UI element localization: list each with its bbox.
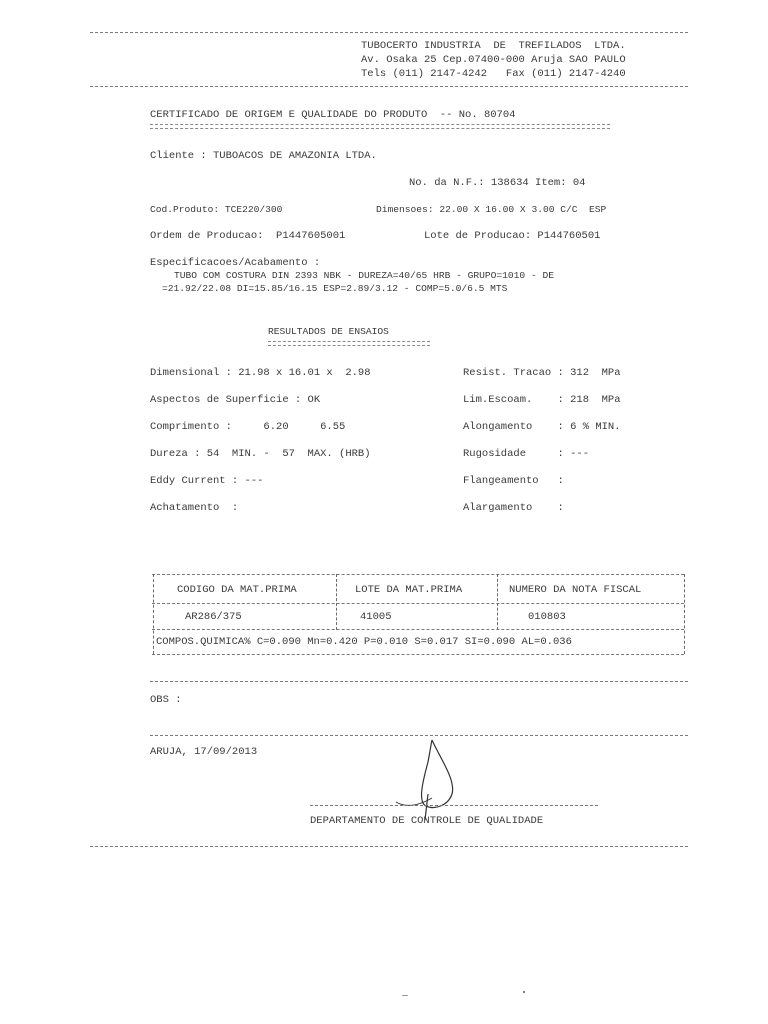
table-header-divider bbox=[152, 603, 684, 604]
result-elongation: Alongamento : 6 % MIN. bbox=[463, 421, 621, 433]
product-dimensions: Dimensoes: 22.00 X 16.00 X 3.00 C/C ESP bbox=[376, 204, 607, 215]
chemical-composition: COMPOS.QUIMICA% C=0.090 Mn=0.420 P=0.010 S=0.017 SI=0.090 AL=0.036 bbox=[156, 636, 572, 648]
result-expanding: Alargamento : bbox=[463, 502, 564, 514]
header-divider bbox=[90, 86, 688, 87]
table-cell-material-lot: 41005 bbox=[360, 611, 392, 623]
specs-label: Especificacoes/Acabamento : bbox=[150, 257, 321, 269]
production-order: Ordem de Producao: P1447605001 bbox=[150, 230, 346, 242]
table-bottom-border bbox=[152, 654, 684, 655]
signature bbox=[388, 736, 468, 822]
certificate-title: CERTIFICADO DE ORIGEM E QUALIDADE DO PRODUTO -- No. 80704 bbox=[150, 109, 516, 121]
result-roughness: Rugosidade : --- bbox=[463, 448, 590, 460]
result-length: Comprimento : 6.20 6.55 bbox=[150, 421, 346, 433]
table-col-sep-2 bbox=[497, 574, 498, 630]
company-phones: Tels (011) 2147-4242 Fax (011) 2147-4240 bbox=[361, 68, 626, 80]
company-address: Av. Osaka 25 Cep.07400-000 Aruja SAO PAULO bbox=[361, 54, 626, 66]
table-header-material-code: CODIGO DA MAT.PRIMA bbox=[177, 584, 297, 596]
top-divider bbox=[90, 32, 688, 33]
obs-label: OBS : bbox=[150, 694, 182, 706]
bottom-divider bbox=[90, 846, 688, 847]
result-tensile: Resist. Tracao : 312 MPa bbox=[463, 367, 621, 379]
table-header-invoice-number: NUMERO DA NOTA FISCAL bbox=[509, 584, 642, 596]
department-name: DEPARTAMENTO DE CONTROLE DE QUALIDADE bbox=[310, 815, 544, 827]
table-left-border bbox=[153, 574, 154, 654]
company-name: TUBOCERTO INDUSTRIA DE TREFILADOS LTDA. bbox=[361, 40, 626, 52]
table-row-divider bbox=[152, 629, 684, 630]
title-underline bbox=[150, 124, 610, 129]
result-flanging: Flangeamento : bbox=[463, 475, 564, 487]
obs-top-divider bbox=[150, 681, 688, 682]
table-top-border bbox=[152, 574, 684, 575]
specs-line-1: TUBO COM COSTURA DIN 2393 NBK - DUREZA=40/65 HRB - GRUPO=1010 - DE bbox=[174, 270, 554, 281]
table-header-material-lot: LOTE DA MAT.PRIMA bbox=[355, 584, 463, 596]
specs-line-2: =21.92/22.08 DI=15.85/16.15 ESP=2.89/3.12 - COMP=5.0/6.5 MTS bbox=[162, 283, 508, 294]
result-flattening: Achatamento : bbox=[150, 502, 239, 514]
results-heading: RESULTADOS DE ENSAIOS bbox=[268, 326, 389, 337]
result-eddy-current: Eddy Current : --- bbox=[150, 475, 264, 487]
result-dimensional: Dimensional : 21.98 x 16.01 x 2.98 bbox=[150, 367, 371, 379]
scan-speck bbox=[402, 995, 408, 996]
result-yield: Lim.Escoam. : 218 MPa bbox=[463, 394, 621, 406]
table-cell-invoice-number: 010803 bbox=[528, 611, 566, 623]
production-lot: Lote de Producao: P144760501 bbox=[424, 230, 601, 242]
result-surface: Aspectos de Superficie : OK bbox=[150, 394, 321, 406]
scan-speck bbox=[523, 991, 525, 993]
place-date: ARUJA, 17/09/2013 bbox=[150, 746, 258, 758]
result-hardness: Dureza : 54 MIN. - 57 MAX. (HRB) bbox=[150, 448, 371, 460]
table-col-sep-1 bbox=[336, 574, 337, 630]
invoice-line: No. da N.F.: 138634 Item: 04 bbox=[409, 177, 586, 189]
product-code: Cod.Produto: TCE220/300 bbox=[150, 204, 283, 215]
results-heading-underline bbox=[268, 341, 430, 346]
client-line: Cliente : TUBOACOS DE AMAZONIA LTDA. bbox=[150, 150, 377, 162]
signature-line bbox=[310, 805, 598, 806]
table-right-border bbox=[684, 574, 685, 654]
table-cell-material-code: AR286/375 bbox=[185, 611, 242, 623]
